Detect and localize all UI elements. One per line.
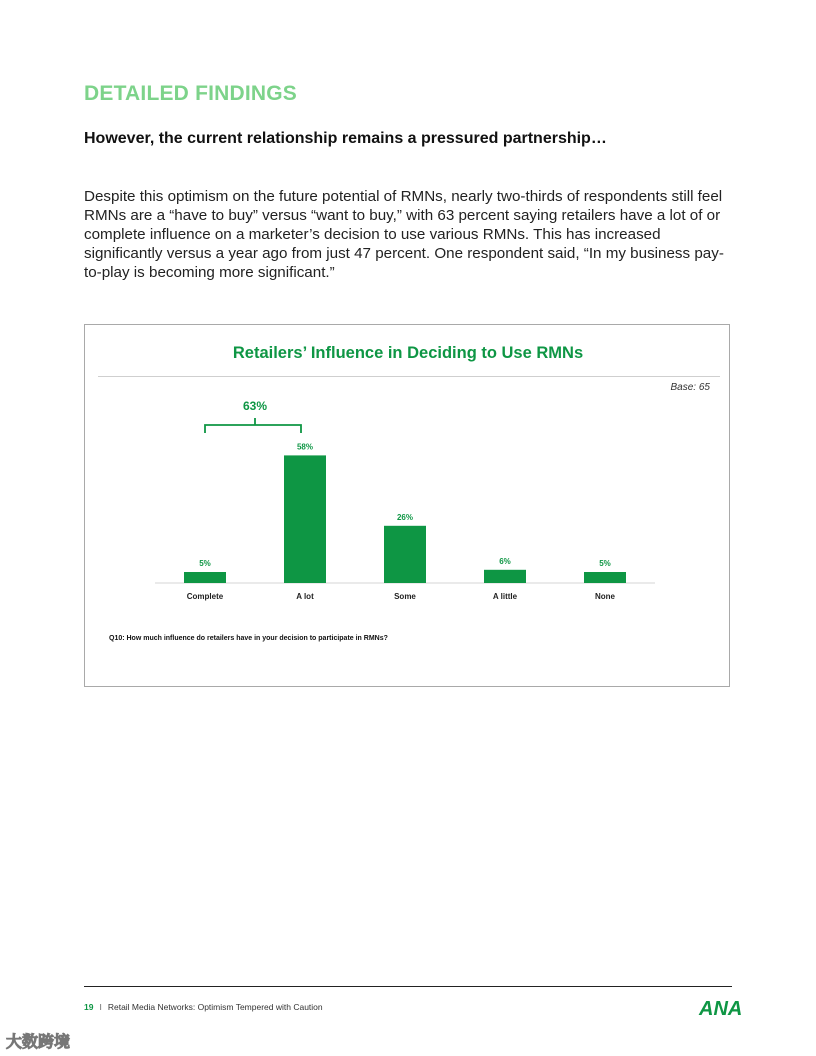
bar-chart [85, 325, 731, 688]
body-paragraph: Despite this optimism on the future potential of RMNs, nearly two-thirds of respondents still feel RMNs are a “have to buy” versus “want to buy,” with 63 percent saying retailers have a lot of or complete influence on a marketer’s decision to use various RMNs. This has increased significantly versus a year ago from just 47 percent. One respondent said, “In my business pay-to-play is becoming more significant.” [84, 188, 724, 281]
bracket [205, 418, 301, 433]
bracket-label: 63% [242, 399, 268, 413]
bar-some [384, 526, 426, 583]
footer-title: Retail Media Networks: Optimism Tempered with Caution [107, 1002, 323, 1012]
chart-title: Retailers’ Influence in Deciding to Use RMNs [232, 344, 584, 362]
section-subheading: However, the current relationship remains a pressured partnership… [84, 130, 607, 147]
footer-separator: I [99, 1002, 102, 1012]
bar-a-lot [284, 455, 326, 583]
section-label: DETAILED FINDINGS [84, 82, 298, 105]
data-label: 26% [396, 512, 414, 522]
category-label: A lot [296, 592, 314, 601]
bar-a-little [484, 570, 526, 583]
data-label: 5% [599, 559, 611, 568]
data-label: 5% [199, 559, 211, 568]
ana-logo-text: ANA [699, 998, 743, 1020]
category-label: Complete [186, 592, 224, 601]
bar-none [584, 572, 626, 583]
category-label: None [595, 592, 615, 601]
ana-logo [699, 994, 743, 1020]
page-number: 19 [84, 1002, 94, 1012]
chart-footnote: Q10: How much influence do retailers have in your decision to participate in RMNs? [109, 635, 388, 642]
data-label: 58% [296, 442, 314, 452]
watermark: 大数跨境 [6, 1034, 71, 1051]
page-footer [84, 1002, 323, 1012]
chart-base-note: Base: 65 [670, 382, 710, 393]
data-label: 6% [499, 556, 511, 566]
bar-complete [184, 572, 226, 583]
chart-panel [84, 324, 730, 687]
category-label: Some [394, 592, 416, 601]
footer-divider [84, 986, 732, 987]
category-label: A little [492, 592, 518, 601]
